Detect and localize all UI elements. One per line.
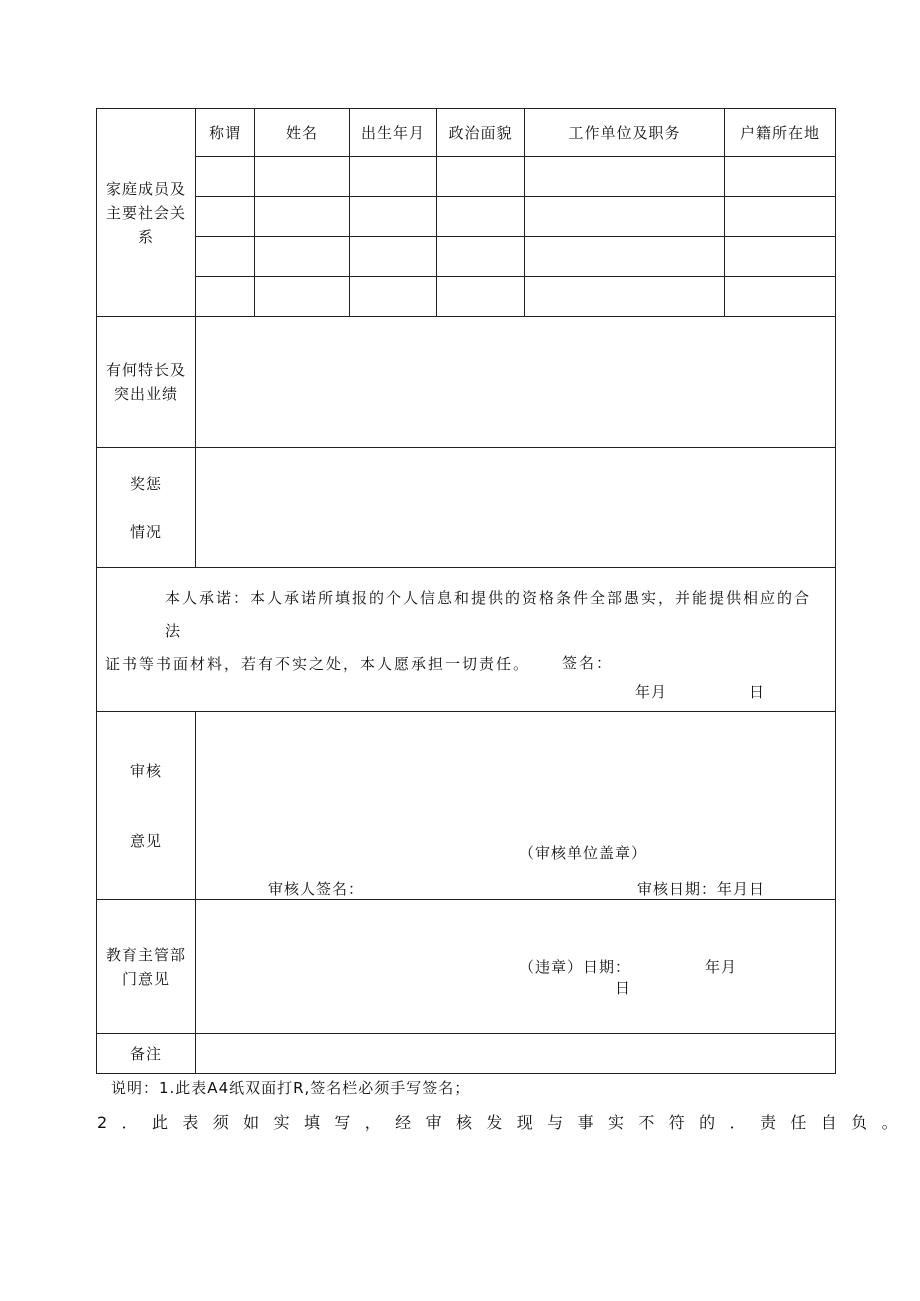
remarks-row bbox=[97, 1034, 836, 1074]
name-cell[interactable] bbox=[255, 157, 350, 197]
remarks-field[interactable] bbox=[196, 1034, 836, 1074]
audit-signer-label[interactable]: 审核人签名： bbox=[268, 880, 365, 898]
family-label-line1: 家庭成员及 bbox=[105, 179, 186, 198]
registration-cell[interactable] bbox=[725, 277, 836, 317]
family-label-line2: 主要社会关 bbox=[105, 203, 186, 222]
education-label-line1: 教育主管部 bbox=[105, 945, 186, 964]
relation-cell[interactable] bbox=[196, 157, 255, 197]
rewards-row bbox=[97, 448, 836, 568]
employer-cell[interactable] bbox=[525, 277, 725, 317]
promise-date-day: 日 bbox=[749, 683, 766, 701]
promise-cell bbox=[97, 568, 836, 712]
education-row bbox=[97, 900, 836, 1034]
registration-cell[interactable] bbox=[725, 237, 836, 277]
name-cell[interactable] bbox=[255, 237, 350, 277]
family-section-label bbox=[97, 109, 196, 317]
family-header-row bbox=[97, 109, 836, 157]
political-cell[interactable] bbox=[437, 157, 525, 197]
remarks-label: 备注 bbox=[97, 1034, 196, 1074]
political-cell[interactable] bbox=[437, 197, 525, 237]
family-row bbox=[97, 157, 836, 197]
header-relation: 称谓 bbox=[196, 109, 255, 157]
registration-cell[interactable] bbox=[725, 197, 836, 237]
relation-cell[interactable] bbox=[196, 197, 255, 237]
rewards-label-line1: 奖惩 bbox=[129, 474, 162, 493]
political-cell[interactable] bbox=[437, 277, 525, 317]
registration-cell[interactable] bbox=[725, 157, 836, 197]
audit-date-label: 审核日期：年月日 bbox=[637, 880, 766, 898]
audit-seal-label: （审核单位盖章） bbox=[519, 844, 648, 862]
rewards-label-line2: 情况 bbox=[129, 522, 162, 541]
promise-text-line1: 本人承诺：本人承诺所填报的个人信息和提供的资格条件全部愚实，并能提供相应的合法 bbox=[165, 589, 812, 640]
education-seal-date-label: （违章）日期： bbox=[519, 958, 632, 976]
specialty-label bbox=[97, 317, 196, 448]
promise-text-line2: 证书等书面材料，若有不实之处，本人愿承担一切责任。 bbox=[105, 655, 531, 673]
audit-label-line2: 意见 bbox=[129, 831, 162, 850]
promise-date-month: 年月 bbox=[635, 683, 668, 701]
specialty-row bbox=[97, 317, 836, 448]
specialty-label-line2: 突出业绩 bbox=[113, 385, 178, 403]
header-birth: 出生年月 bbox=[350, 109, 437, 157]
applicant-signature-label[interactable]: 签名： bbox=[562, 654, 614, 672]
birth-cell[interactable] bbox=[350, 157, 437, 197]
note-line2: 2．此表须如实填写，经审核发现与事实不符的．责任自负。 bbox=[97, 1113, 912, 1132]
employer-cell[interactable] bbox=[525, 157, 725, 197]
family-row bbox=[97, 197, 836, 237]
birth-cell[interactable] bbox=[350, 237, 437, 277]
family-row bbox=[97, 237, 836, 277]
specialty-field[interactable] bbox=[196, 317, 836, 448]
header-political-status: 政治面貌 bbox=[437, 109, 525, 157]
family-label-line3: 系 bbox=[137, 227, 154, 246]
header-employer-position: 工作单位及职务 bbox=[525, 109, 725, 157]
employer-cell[interactable] bbox=[525, 197, 725, 237]
registration-form-table bbox=[96, 108, 836, 1074]
relation-cell[interactable] bbox=[196, 277, 255, 317]
audit-label bbox=[97, 712, 196, 900]
family-row bbox=[97, 277, 836, 317]
education-date-line bbox=[519, 956, 835, 998]
specialty-label-line1: 有何特长及 bbox=[105, 361, 186, 379]
employer-cell[interactable] bbox=[525, 237, 725, 277]
promise-row bbox=[97, 568, 836, 712]
education-label-line2: 门意见 bbox=[121, 969, 170, 988]
birth-cell[interactable] bbox=[350, 197, 437, 237]
relation-cell[interactable] bbox=[196, 237, 255, 277]
name-cell[interactable] bbox=[255, 197, 350, 237]
rewards-field[interactable] bbox=[196, 448, 836, 568]
note-line1: 说明：1.此表A4纸双面打R,签名栏必须手写签名； bbox=[111, 1079, 471, 1097]
political-cell[interactable] bbox=[437, 237, 525, 277]
rewards-label bbox=[97, 448, 196, 568]
promise-date bbox=[635, 681, 765, 702]
header-household-registration: 户籍所在地 bbox=[725, 109, 836, 157]
education-label bbox=[97, 900, 196, 1034]
audit-row bbox=[97, 712, 836, 900]
header-name: 姓名 bbox=[255, 109, 350, 157]
audit-field[interactable] bbox=[196, 712, 836, 900]
birth-cell[interactable] bbox=[350, 277, 437, 317]
education-day: 日 bbox=[615, 979, 632, 997]
promise-statement bbox=[105, 582, 827, 681]
education-month: 年月 bbox=[705, 958, 738, 976]
name-cell[interactable] bbox=[255, 277, 350, 317]
education-field[interactable] bbox=[196, 900, 836, 1034]
audit-label-line1: 审核 bbox=[129, 761, 162, 780]
